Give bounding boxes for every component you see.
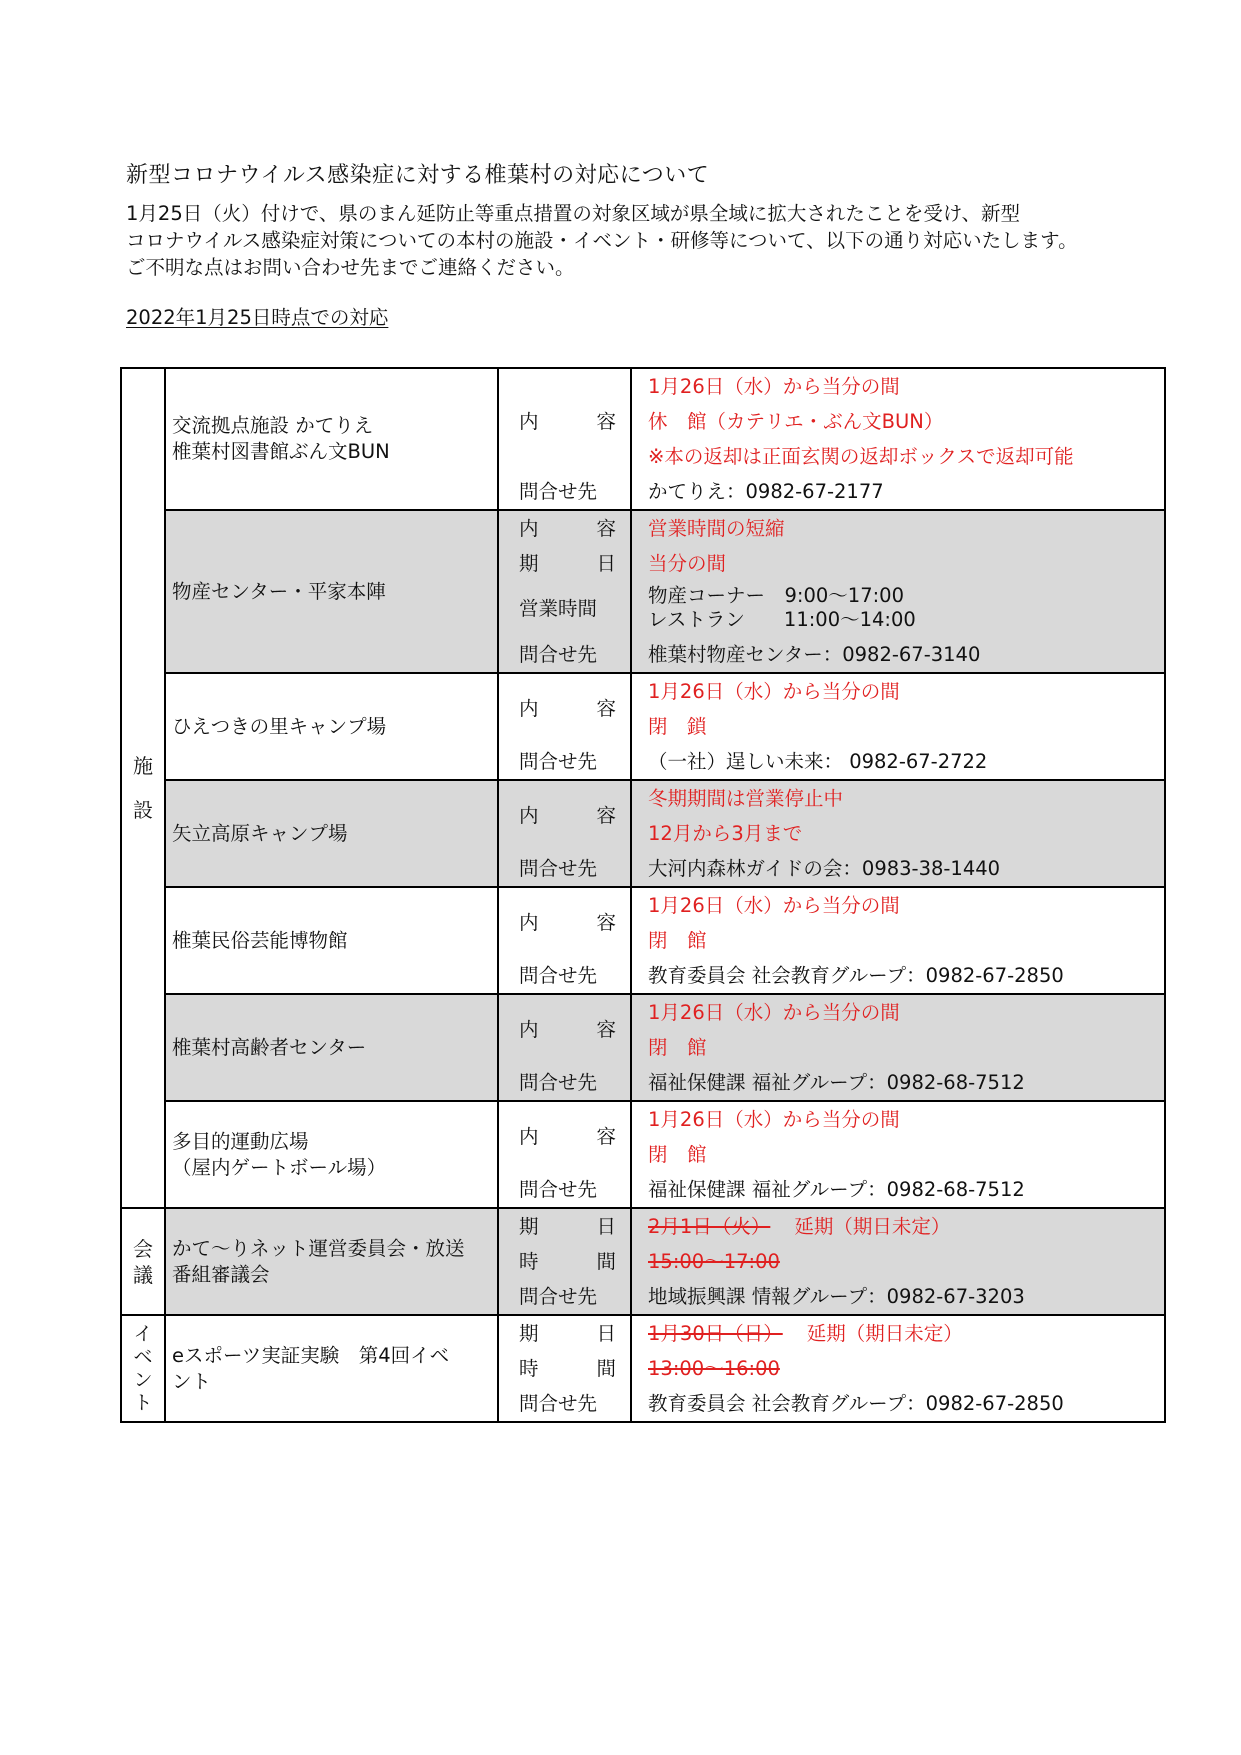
facility-name: 交流拠点施設 かてりえ 椎葉村図書館ぶん文BUN: [165, 368, 498, 510]
contact-value: 大河内森林ガイドの会：0983-38-1440: [648, 857, 1001, 880]
intro-line: 1月25日（火）付けで、県のまん延防止等重点措置の対象区域が県全域に拡大されたことを受け、新型: [126, 202, 1021, 225]
struck-date: 2月1日（火）: [648, 1215, 771, 1238]
table-row: [121, 1101, 1165, 1208]
label-cell: 内 容 問合せ先: [498, 1101, 631, 1208]
label-cell: 期 日 時 間 問合せ先: [498, 1315, 631, 1422]
contact-label: 問合せ先: [519, 1178, 598, 1201]
contact-value: 椎葉村物産センター：0982-67-3140: [648, 643, 981, 666]
table-row: [121, 1208, 1165, 1315]
value-cell: 1月26日（水）から当分の間 閉 館 福祉保健課 福祉グループ：0982-68-7512: [631, 1101, 1165, 1208]
facility-name: 椎葉村高齢者センター: [165, 994, 498, 1101]
contact-value: 福祉保健課 福祉グループ：0982-68-7512: [648, 1071, 1025, 1094]
contact-value: 教育委員会 社会教育グループ：0982-67-2850: [648, 964, 1064, 987]
table-row: [121, 1315, 1165, 1422]
table-row: [121, 994, 1165, 1101]
event-name: eスポーツ実証実験 第4回イベ ント: [165, 1315, 498, 1422]
facility-name: 多目的運動広場 （屋内ゲートボール場）: [165, 1101, 498, 1208]
facility-name: 物産センター・平家本陣: [165, 510, 498, 673]
page-title: 新型コロナウイルス感染症に対する椎葉村の対応について: [126, 163, 710, 188]
table-row: [121, 368, 1165, 510]
value-cell: [631, 510, 1165, 673]
label-cell: 内 容 期 日 営業時間 問合せ先: [498, 510, 631, 673]
intro-line: ご不明な点はお問い合わせ先までご連絡ください。: [126, 256, 575, 279]
intro-line: コロナウイルス感染症対策についての本村の施設・イベント・研修等について、以下の通り対応いたします。: [126, 229, 1078, 252]
label-cell: 内 容 問合せ先: [498, 887, 631, 994]
facility-name: 椎葉民俗芸能博物館: [165, 887, 498, 994]
content-line: 休 館（カテリエ・ぶん文BUN）: [648, 410, 944, 433]
date-line: 当分の間: [648, 552, 727, 575]
label-cell: 内 容 問合せ先: [498, 780, 631, 887]
content-line: 営業時間の短縮: [648, 517, 785, 540]
label-cell: 期 日 時 間 問合せ先: [498, 1208, 631, 1315]
date-line: [632, 1209, 1164, 1244]
category-char: 施: [133, 754, 153, 778]
contact-label: 問合せ先: [519, 857, 598, 880]
table-row: [121, 887, 1165, 994]
facility-name: 矢立高原キャンプ場: [165, 780, 498, 887]
contact-value: 教育委員会 社会教育グループ：0982-67-2850: [648, 1392, 1064, 1415]
content-line: ※本の返却は正面玄関の返却ボックスで返却可能: [648, 445, 1074, 468]
value-cell: 冬期期間は営業停止中 12月から3月まで 大河内森林ガイドの会：0983-38-1440: [631, 780, 1165, 887]
category-char: 設: [133, 798, 153, 822]
category-events: イ ベ ン ト: [121, 1315, 165, 1422]
contact-label: 問合せ先: [519, 1392, 598, 1415]
intro-paragraph: [126, 200, 1146, 281]
value-cell: 1月26日（水）から当分の間 閉 館 教育委員会 社会教育グループ：0982-67-2850: [631, 887, 1165, 994]
business-hours: 物産コーナー 9:00～17:00 レストラン 11:00～14:00: [648, 584, 916, 631]
category-facilities: [121, 368, 165, 1208]
contact-label: 問合せ先: [519, 1285, 598, 1308]
contact-value: 福祉保健課 福祉グループ：0982-68-7512: [648, 1178, 1025, 1201]
value-cell: 1月26日（水）から当分の間 閉 館 福祉保健課 福祉グループ：0982-68-7512: [631, 994, 1165, 1101]
contact-value: （一社）逞しい未来： 0982-67-2722: [648, 750, 988, 773]
label-cell: 内 容 問合せ先: [498, 673, 631, 780]
table-row: [121, 673, 1165, 780]
contact-label: 問合せ先: [519, 750, 598, 773]
content-line: 1月26日（水）から当分の間: [648, 375, 900, 398]
contact-label: 問合せ先: [519, 480, 598, 503]
contact-value: かてりえ：0982-67-2177: [648, 480, 884, 503]
time-line: [632, 1244, 1164, 1279]
response-table: [120, 367, 1166, 1423]
date-line: [632, 1316, 1164, 1351]
struck-time: 13:00～16:00: [648, 1357, 780, 1380]
value-cell: [631, 368, 1165, 510]
contact-label: 問合せ先: [519, 643, 598, 666]
category-meetings: 会 議: [121, 1208, 165, 1315]
contact-label: 問合せ先: [519, 1071, 598, 1094]
label-cell: 内 容 問合せ先: [498, 368, 631, 510]
value-cell: 1月26日（水）から当分の間 閉 鎖 （一社）逞しい未来： 0982-67-2722: [631, 673, 1165, 780]
value-cell: [631, 1315, 1165, 1422]
table-row: [121, 780, 1165, 887]
struck-time: 15:00～17:00: [648, 1250, 780, 1273]
as-of-heading: 2022年1月25日時点での対応: [126, 306, 389, 329]
postponed-note: 延期（期日未定）: [806, 1322, 963, 1345]
label-cell: 内 容 問合せ先: [498, 994, 631, 1101]
table-row: [121, 510, 1165, 673]
postponed-note: 延期（期日未定）: [794, 1215, 951, 1238]
contact-label: 問合せ先: [519, 964, 598, 987]
facility-name: ひえつきの里キャンプ場: [165, 673, 498, 780]
contact-value: 地域振興課 情報グループ：0982-67-3203: [648, 1285, 1025, 1308]
value-cell: [631, 1208, 1165, 1315]
struck-date: 1月30日（日）: [648, 1322, 783, 1345]
time-line: [632, 1351, 1164, 1386]
meeting-name: かて～りネット運営委員会・放送 番組審議会: [165, 1208, 498, 1315]
